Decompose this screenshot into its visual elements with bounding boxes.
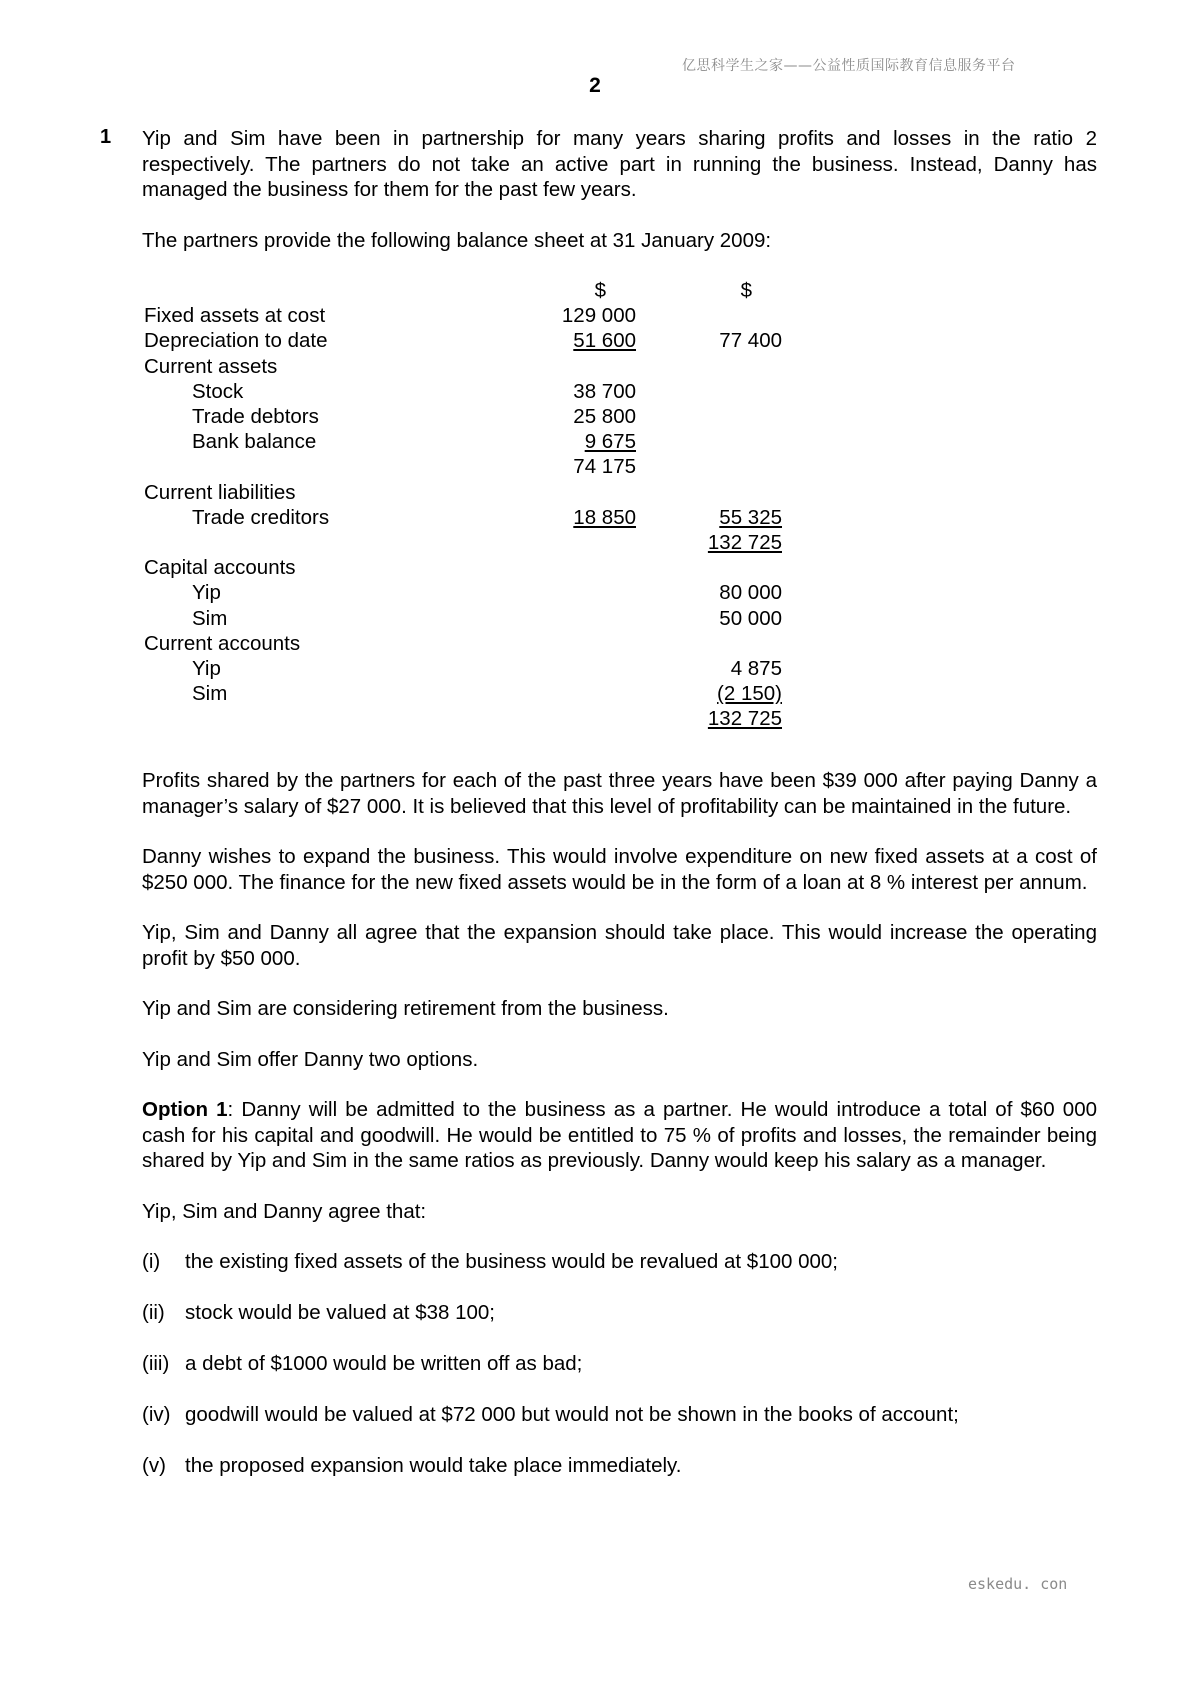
condition-marker: (iii) [142,1352,170,1375]
condition-text: stock would be valued at $38 100; [185,1301,495,1324]
row-label: Yip [192,581,221,605]
balance-sheet [142,278,1097,743]
balance-sheet-row [142,429,702,454]
condition-item [142,1351,1097,1377]
condition-text: the existing fixed assets of the business would be revalued at $100 000; [185,1250,839,1273]
row-amount-col1: 129 000 [561,304,636,328]
row-amount-col2: 55 325 [719,505,782,529]
balance-sheet-row [142,404,702,429]
balance-sheet-row [142,303,702,328]
row-amount-col1: 18 850 [573,505,636,529]
options-paragraph: Yip and Sim offer Danny two options. [142,1047,479,1071]
balance-sheet-row [142,530,782,555]
row-label: Current assets [144,354,278,378]
row-amount-col2: 132 725 [707,707,782,731]
balance-sheet-row [142,631,702,656]
balance-sheet-row [142,681,782,706]
row-label: Current accounts [144,631,301,655]
row-amount-col1: 74 175 [573,455,636,479]
balance-sheet-row [142,328,782,353]
balance-sheet-row [142,580,782,605]
row-label: Stock [192,379,244,403]
balance-sheet-row [142,555,702,580]
condition-marker: (i) [142,1250,161,1273]
condition-item [142,1402,1097,1428]
header-watermark: 亿思科学生之家——公益性质国际教育信息服务平台 [682,58,1016,74]
conditions-list [142,1249,1097,1479]
option1-paragraph [142,1097,1097,1174]
expansion-paragraph: Danny wishes to expand the business. This would involve expenditure on new fixed assets at a cost of $250 000. The finance for the new fixed assets would be in the form of a loan at 8 % interest per annum. [142,845,1097,894]
condition-marker: (v) [142,1454,166,1477]
condition-text: the proposed expansion would take place immediately. [185,1454,682,1477]
balance-sheet-row [142,606,782,631]
col2-header: $ [740,279,752,302]
retirement-paragraph: Yip and Sim are considering retirement from the business. [142,997,669,1020]
balance-sheet-intro: The partners provide the following balance sheet at 31 January 2009: [142,228,772,252]
balance-sheet-row [142,505,782,530]
row-label: Fixed assets at cost [144,304,326,328]
condition-marker: (iv) [142,1403,171,1426]
question-body [142,126,1097,1479]
agreement-paragraph: Yip, Sim and Danny all agree that the expansion should take place. This would increase the operating profit by $50 000. [142,921,1097,970]
balance-sheet-row [142,656,782,681]
row-amount-col2: 50 000 [719,606,782,630]
row-amount-col2: 132 725 [707,531,782,554]
option1-text: : Danny will be admitted to the business as a partner. He would introduce a total of $60 000 cash for his capital and goodwill. He would be entitled to 75 % of profits and losses, the remainder being shared by Yip and Sim in the same ratios as previously. Danny would keep his salary as a manager. [142,1098,1097,1172]
col1-header: $ [594,279,606,302]
option1-label: Option 1 [142,1098,228,1121]
footer-watermark: eskedu. con [968,1575,1068,1593]
intro-paragraph: Yip and Sim have been in partnership for many years sharing profits and losses in the ratio 2 respectively. The partners do not take an active part in running the business. Instead, Danny has managed the business for them for the past few years. [142,127,1097,201]
row-amount-col2: 77 400 [719,329,782,353]
row-label: Yip [192,657,221,680]
condition-item [142,1249,1097,1275]
row-amount-col1: 51 600 [573,329,636,353]
agree-that-paragraph: Yip, Sim and Danny agree that: [142,1199,427,1223]
row-label: Depreciation to date [144,329,328,353]
row-amount-col2: (2 150) [717,682,782,706]
row-label: Trade debtors [192,405,319,428]
row-amount-col2: 80 000 [719,581,782,605]
profits-paragraph: Profits shared by the partners for each of the past three years have been $39 000 after paying Danny a manager’s salary of $27 000. It is believed that this level of profitability can be maintained in the future. [142,769,1097,818]
balance-sheet-row [142,480,702,505]
balance-sheet-row [142,706,782,731]
row-amount-col2: 4 875 [730,657,782,680]
row-amount-col1: 38 700 [573,379,636,403]
page-number: 2 [589,74,601,97]
row-label: Bank balance [192,430,317,454]
condition-item [142,1453,1097,1479]
row-label: Current liabilities [144,480,296,504]
question-number: 1 [100,126,112,148]
row-label: Sim [192,682,228,706]
row-label: Capital accounts [144,556,296,580]
row-amount-col1: 9 675 [584,430,636,454]
row-label: Sim [192,606,228,630]
balance-sheet-header [142,278,752,303]
condition-item [142,1300,1097,1326]
balance-sheet-row [142,354,702,379]
balance-sheet-row [142,379,702,404]
balance-sheet-row [142,454,702,479]
row-amount-col1: 25 800 [573,405,636,428]
condition-marker: (ii) [142,1301,165,1324]
condition-text: a debt of $1000 would be written off as bad; [185,1352,583,1375]
condition-text: goodwill would be valued at $72 000 but would not be shown in the books of account; [185,1403,959,1426]
row-label: Trade creditors [192,505,330,529]
